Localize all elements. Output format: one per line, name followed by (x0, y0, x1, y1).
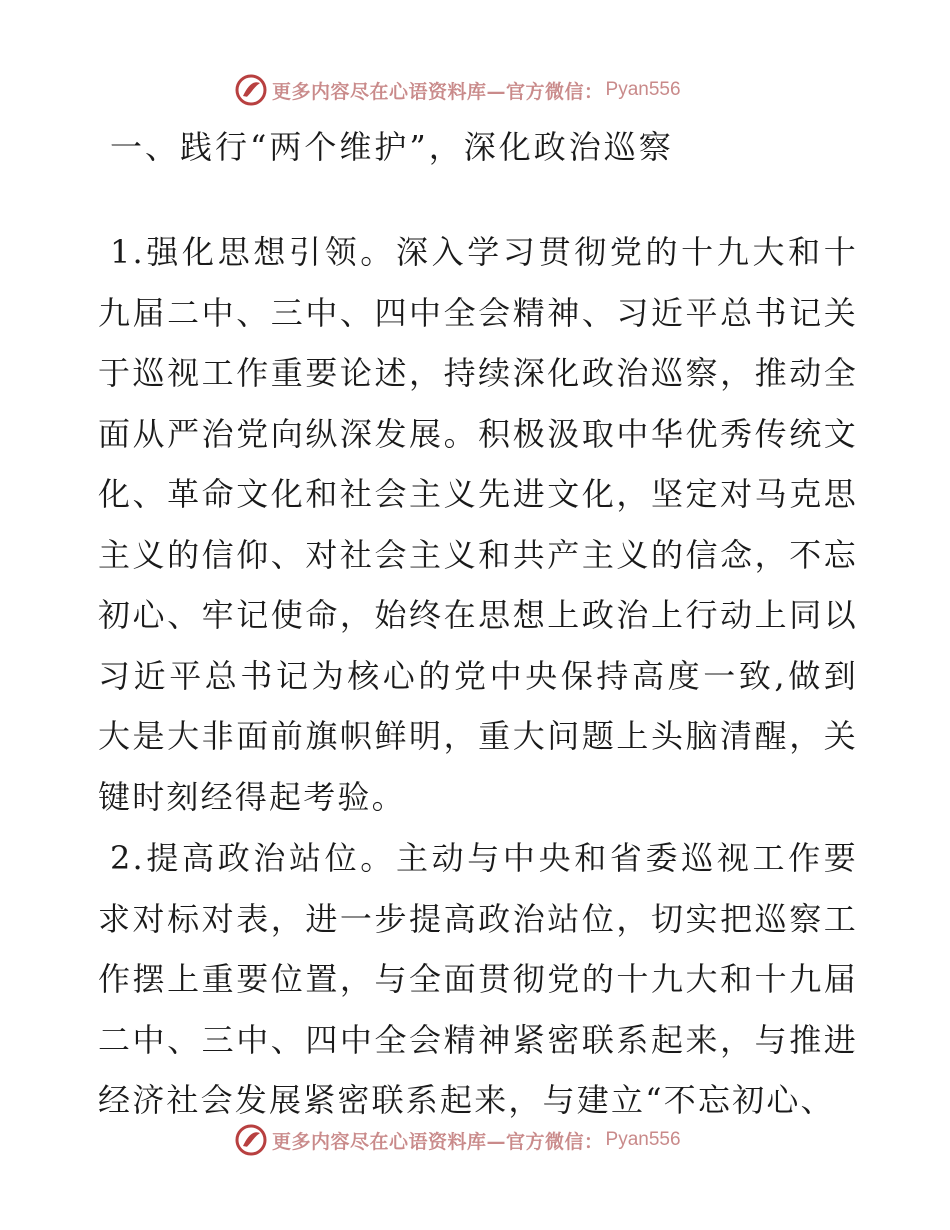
watermark-logo-icon (234, 1123, 268, 1157)
paragraph-1: 1.强化思想引领。深入学习贯彻党的十九大和十九届二中、三中、四中全会精神、习近平总书记关于巡视工作重要论述，持续深化政治巡察，推动全面从严治党向纵深发展。积极汲取中华优秀传统文化、革命文化和社会主义先进文化，坚定对马克思主义的信仰、对社会主义和共产主义的信念，不忘初心、牢记使命，始终在思想上政治上行动上同以习近平总书记为核心的党中央保持高度一致,做到大是大非面前旗帜鲜明，重大问题上头脑清醒，关键时刻经得起考验。 (98, 233, 858, 816)
watermark-wechat-handle: Pyan556 (605, 1129, 681, 1150)
watermark-text: 更多内容尽在心语资料库—官方微信： (272, 1130, 604, 1153)
watermark-wechat-handle: Pyan556 (605, 79, 681, 100)
paragraph-2: 2.提高政治站位。主动与中央和省委巡视工作要求对标对表，进一步提高政治站位，切实把巡察工作摆上重要位置，与全面贯彻党的十九大和十九届二中、三中、四中全会精神紧密联系起来，与推进经济社会发展紧密联系起来，与建立“不忘初心、 (98, 839, 858, 1119)
watermark-text: 更多内容尽在心语资料库—官方微信： (272, 80, 604, 103)
watermark-logo-icon (234, 73, 268, 107)
watermark-header (234, 72, 681, 108)
section-heading: 一、践行“两个维护”，深化政治巡察 (110, 128, 674, 166)
watermark-footer (234, 1122, 681, 1158)
